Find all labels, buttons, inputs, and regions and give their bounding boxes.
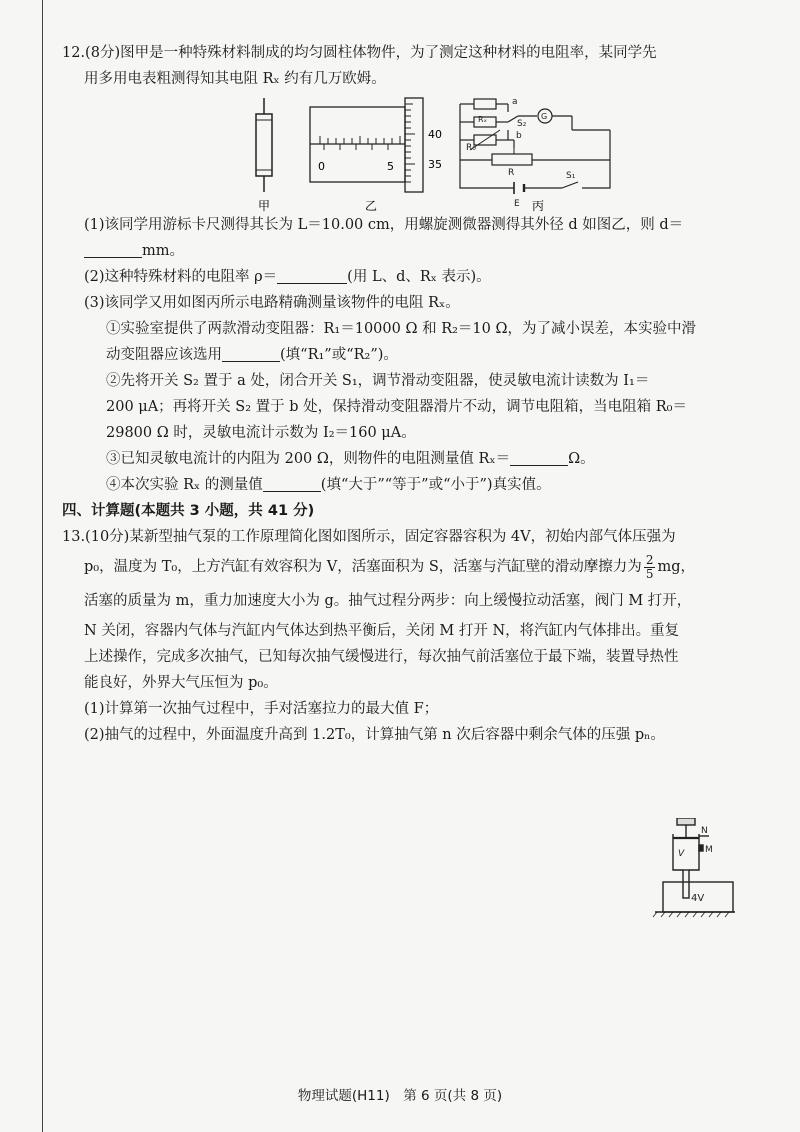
fraction xyxy=(644,554,656,581)
label-bing: 丙 xyxy=(532,199,545,213)
q13-line2 xyxy=(62,550,777,584)
q12-figure-svg xyxy=(62,92,777,214)
q12-part1-text: (1)该同学用游标卡尺测得其长为 L＝10.00 cm，用螺旋测微器测得其外径 d 如图乙，则 d＝ xyxy=(84,217,684,233)
label-jia: 甲 xyxy=(258,199,271,213)
svg-text:R: R xyxy=(508,168,515,178)
q13-line6: 能良好，外界大气压恒为 p₀。 xyxy=(84,675,278,691)
pump-figure xyxy=(645,818,735,918)
q12-sub1-hint: (填“R₁”或“R₂”)。 xyxy=(280,347,398,363)
svg-text:Rₓ: Rₓ xyxy=(478,115,488,124)
fraction-denominator: 5 xyxy=(645,566,654,581)
micrometer-tick-35: 35 xyxy=(428,158,442,171)
page-footer: 物理试题(H11) 第 6 页(共 8 页) xyxy=(297,1088,503,1104)
q13-line2-end: mg， xyxy=(657,559,695,575)
q12-part3: (3)该同学又用如图丙所示电路精确测量该物件的电阻 Rₓ。 xyxy=(84,295,460,311)
svg-text:a: a xyxy=(512,97,518,107)
micrometer-tick-40: 40 xyxy=(428,128,442,141)
q12-part2-text: (2)这种特殊材料的电阻率 ρ＝ xyxy=(84,269,278,285)
q12-sub4-hint: (填“大于”“等于”或“小于”)真实值。 xyxy=(320,477,551,493)
answer-blank-rho[interactable] xyxy=(277,267,347,284)
micrometer-main-5: 5 xyxy=(387,160,394,173)
svg-text:G: G xyxy=(541,112,548,121)
q12-part2-hint: (用 L、d、Rₓ 表示)。 xyxy=(347,269,491,285)
q12-part1-cont xyxy=(62,238,777,264)
q12-sub2-cont2: 29800 Ω 时，灵敏电流计示数为 I₂＝160 μA。 xyxy=(106,425,416,441)
q12-sub1-cont xyxy=(62,342,777,368)
q12-sub2: ②先将开关 S₂ 置于 a 处，闭合开关 S₁，调节滑动变阻器，使灵敏电流计读数为 I₁＝ xyxy=(106,373,650,389)
cylinder-figure xyxy=(256,98,272,213)
q12-part2 xyxy=(62,264,777,290)
q12-figures xyxy=(62,92,777,212)
q13-line5: 上述操作，完成多次抽气，已知每次抽气缓慢进行，每次抽气前活塞位于最下端，装置导热性 xyxy=(84,649,679,665)
q12-part1-unit: mm。 xyxy=(142,243,184,259)
q12-sub1-text: 动变阻器应该选用 xyxy=(106,347,222,363)
circuit-figure xyxy=(460,99,610,194)
q13-line1: 13.(10分)某新型抽气泵的工作原理简化图如图所示，固定容器容积为 4V，初始内部气体压强为 xyxy=(62,529,676,545)
container-volume-label: 4V xyxy=(691,893,705,904)
q12-sub1: ①实验室提供了两款滑动变阻器：R₁＝10000 Ω 和 R₂＝10 Ω，为了减小误差，本实验中滑 xyxy=(106,321,697,337)
answer-blank-compare[interactable] xyxy=(263,475,321,492)
q12-sub4-text: ④本次实验 Rₓ 的测量值 xyxy=(106,477,263,493)
svg-text:E: E xyxy=(514,199,520,209)
valve-n-label: N xyxy=(701,826,708,836)
q13-line3: 活塞的质量为 m，重力加速度大小为 g。抽气过程分两步：向上缓慢拉动活塞，阀门 M 打开， xyxy=(84,593,692,609)
micrometer-figure xyxy=(310,98,442,213)
valve-m-label: M xyxy=(705,845,713,855)
q13-part2: (2)抽气的过程中，外面温度升高到 1.2T₀，计算抽气第 n 次后容器中剩余气体的压强 pₙ。 xyxy=(84,727,665,743)
exam-page xyxy=(62,40,777,748)
label-yi: 乙 xyxy=(365,199,378,213)
section-heading: 四、计算题(本题共 3 小题，共 41 分) xyxy=(62,503,315,519)
svg-text:S₁: S₁ xyxy=(566,171,576,181)
q12-sub3 xyxy=(62,446,777,472)
circuit-labels xyxy=(466,97,576,209)
fraction-numerator: 2 xyxy=(645,552,654,567)
micrometer-main-0: 0 xyxy=(318,160,325,173)
svg-text:S₂: S₂ xyxy=(517,119,527,129)
q12-part1 xyxy=(62,212,777,238)
answer-blank-rheostat[interactable] xyxy=(222,345,280,362)
q12-header: 12.(8分)图甲是一种特殊材料制成的均匀圆柱体物件，为了测定这种材料的电阻率，某同学先 xyxy=(62,45,657,61)
answer-blank-d[interactable] xyxy=(84,241,142,258)
q13-line2-text: p₀，温度为 T₀，上方汽缸有效容积为 V，活塞面积为 S，活塞与汽缸壁的滑动摩擦力为 xyxy=(84,559,642,575)
q13-part1: (1)计算第一次抽气过程中，手对活塞拉力的最大值 F； xyxy=(84,701,439,717)
answer-blank-rx[interactable] xyxy=(510,449,568,466)
svg-text:R₀: R₀ xyxy=(466,143,476,153)
binding-line xyxy=(42,0,43,1132)
svg-text:b: b xyxy=(516,131,522,141)
cylinder-v-label: V xyxy=(678,849,685,859)
q12-sub4 xyxy=(62,472,777,498)
q13-line4: N 关闭，容器内气体与汽缸内气体达到热平衡后，关闭 M 打开 N，将汽缸内气体排出。重复 xyxy=(84,623,680,639)
q12-sub3-unit: Ω。 xyxy=(568,451,595,467)
q12-sub2-cont: 200 μA；再将开关 S₂ 置于 b 处，保持滑动变阻器滑片不动，调节电阻箱，当电阻箱 R₀＝ xyxy=(106,399,687,415)
q12-header-cont: 用多用电表粗测得知其电阻 Rₓ 约有几万欧姆。 xyxy=(84,71,386,87)
q12-sub3-text: ③已知灵敏电流计的内阻为 200 Ω，则物件的电阻测量值 Rₓ＝ xyxy=(106,451,511,467)
